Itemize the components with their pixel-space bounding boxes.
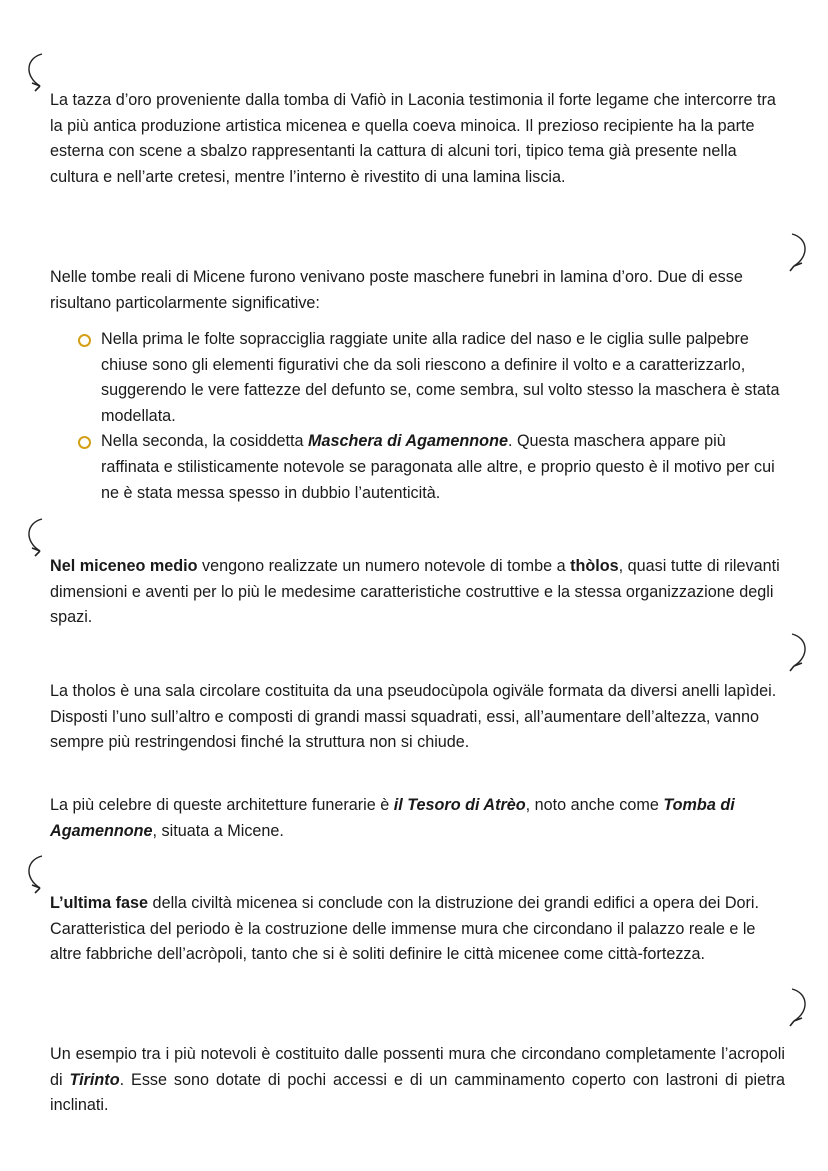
hollow-circle-bullet-icon	[78, 334, 91, 347]
paragraph-funeral-masks: Nelle tombe reali di Micene furono venivano poste maschere funebri in lamina d’oro. Due di esse risultano particolarmente significative:	[50, 268, 743, 312]
term-tirinto: Tirinto	[69, 1070, 120, 1089]
mask-bullet-list	[78, 327, 788, 506]
term-maschera-di-agamennone: Maschera di Agamennone	[307, 432, 508, 451]
list-item	[78, 429, 788, 506]
paragraph-tirinto-before: Un esempio tra i più notevoli è costituito dalle possenti mura che circondano completamente l’acropoli di	[50, 1045, 785, 1089]
term-tesoro-di-atreo: il Tesoro di Atrèo	[393, 796, 526, 814]
paragraph-tirinto	[50, 1042, 785, 1119]
curved-arrow-left-icon	[18, 852, 52, 898]
curved-arrow-right-icon	[782, 630, 816, 676]
curved-arrow-right-icon	[782, 230, 816, 276]
term-miceneo-medio: Nel miceneo medio	[50, 557, 198, 575]
paragraph-tirinto-after: . Esse sono dotate di pochi accessi e di un camminamento coperto con lastroni di pietra inclinati.	[50, 1070, 785, 1115]
bullet-text-first-mask: Nella prima le folte sopracciglia raggiate unite alla radice del naso e le ciglia sulle palpebre chiuse sono gli elementi figurativi che da soli riescono a definire il volto e a caratterizzarlo, suggerendo le vere fattezze del defunto se, come sembra, sul volto stesso la maschera è stata modellata.	[101, 330, 780, 425]
bullet-text-second-mask-after: . Questa maschera appare più raffinata e stilisticamente notevole se paragonata alle altre, e proprio questo è il motivo per cui ne è stata messa spesso in dubbio l’autenticità.	[101, 432, 775, 502]
paragraph-miceneo-medio-middle: vengono realizzate un numero notevole di tombe a	[197, 557, 571, 575]
paragraph-miceneo-medio	[50, 554, 785, 631]
curved-arrow-left-icon	[18, 50, 52, 96]
curved-arrow-right-icon	[782, 985, 816, 1031]
paragraph-ultima-fase	[50, 891, 785, 968]
paragraph-atreo-middle: , noto anche come	[525, 796, 664, 814]
paragraph-tesoro-di-atreo	[50, 793, 785, 844]
curved-arrow-left-icon	[18, 515, 52, 561]
bullet-text-second-mask-before: Nella seconda, la cosiddetta	[101, 432, 308, 451]
term-tholos: thòlos	[570, 557, 619, 575]
paragraph-atreo-before: La più celebre di queste architetture funerarie è	[50, 796, 394, 814]
paragraph-ultima-fase-rest: della civiltà micenea si conclude con la distruzione dei grandi edifici a opera dei Dori. Caratteristica del periodo è la costruzione delle immense mura che circondano il palazzo reale e le altre fabbriche dell’acròpoli, tanto che si è soliti definire le città micenee come città-fortezza.	[50, 894, 760, 964]
paragraph-tholos-definition: La tholos è una sala circolare costituita da una pseudocùpola ogiväle formata da diversi anelli lapìdei. Disposti l’uno sull’altro e composti di grandi massi squadrati, essi, all’aumentare dell’altezza, vanno sempre più restringendosi finché la struttura non si chiude.	[50, 682, 777, 752]
paragraph-miceneo-medio-end: , quasi tutte di rilevanti dimensioni e aventi per lo più le medesime caratteristiche costruttive e la stessa organizzazione degli spazi.	[50, 557, 780, 627]
list-item	[78, 327, 788, 429]
paragraph-vafio-cup: La tazza d’oro proveniente dalla tomba di Vafiò in Laconia testimonia il forte legame che intercorre tra la più antica produzione artistica micenea e quella coeva minoica. Il prezioso recipiente ha la parte esterna con scene a sbalzo rappresentanti la cattura di alcuni tori, tipico tema già presente nella cultura e nell’arte cretesi, mentre l’interno è rivestito di una lamina liscia.	[50, 91, 776, 186]
paragraph-atreo-after: , situata a Micene.	[152, 821, 284, 840]
term-tomba-di-agamennone: Tomba di Agamennone	[50, 796, 735, 840]
term-ultima-fase: L’ultima fase	[50, 894, 149, 912]
hollow-circle-bullet-icon	[78, 436, 91, 449]
